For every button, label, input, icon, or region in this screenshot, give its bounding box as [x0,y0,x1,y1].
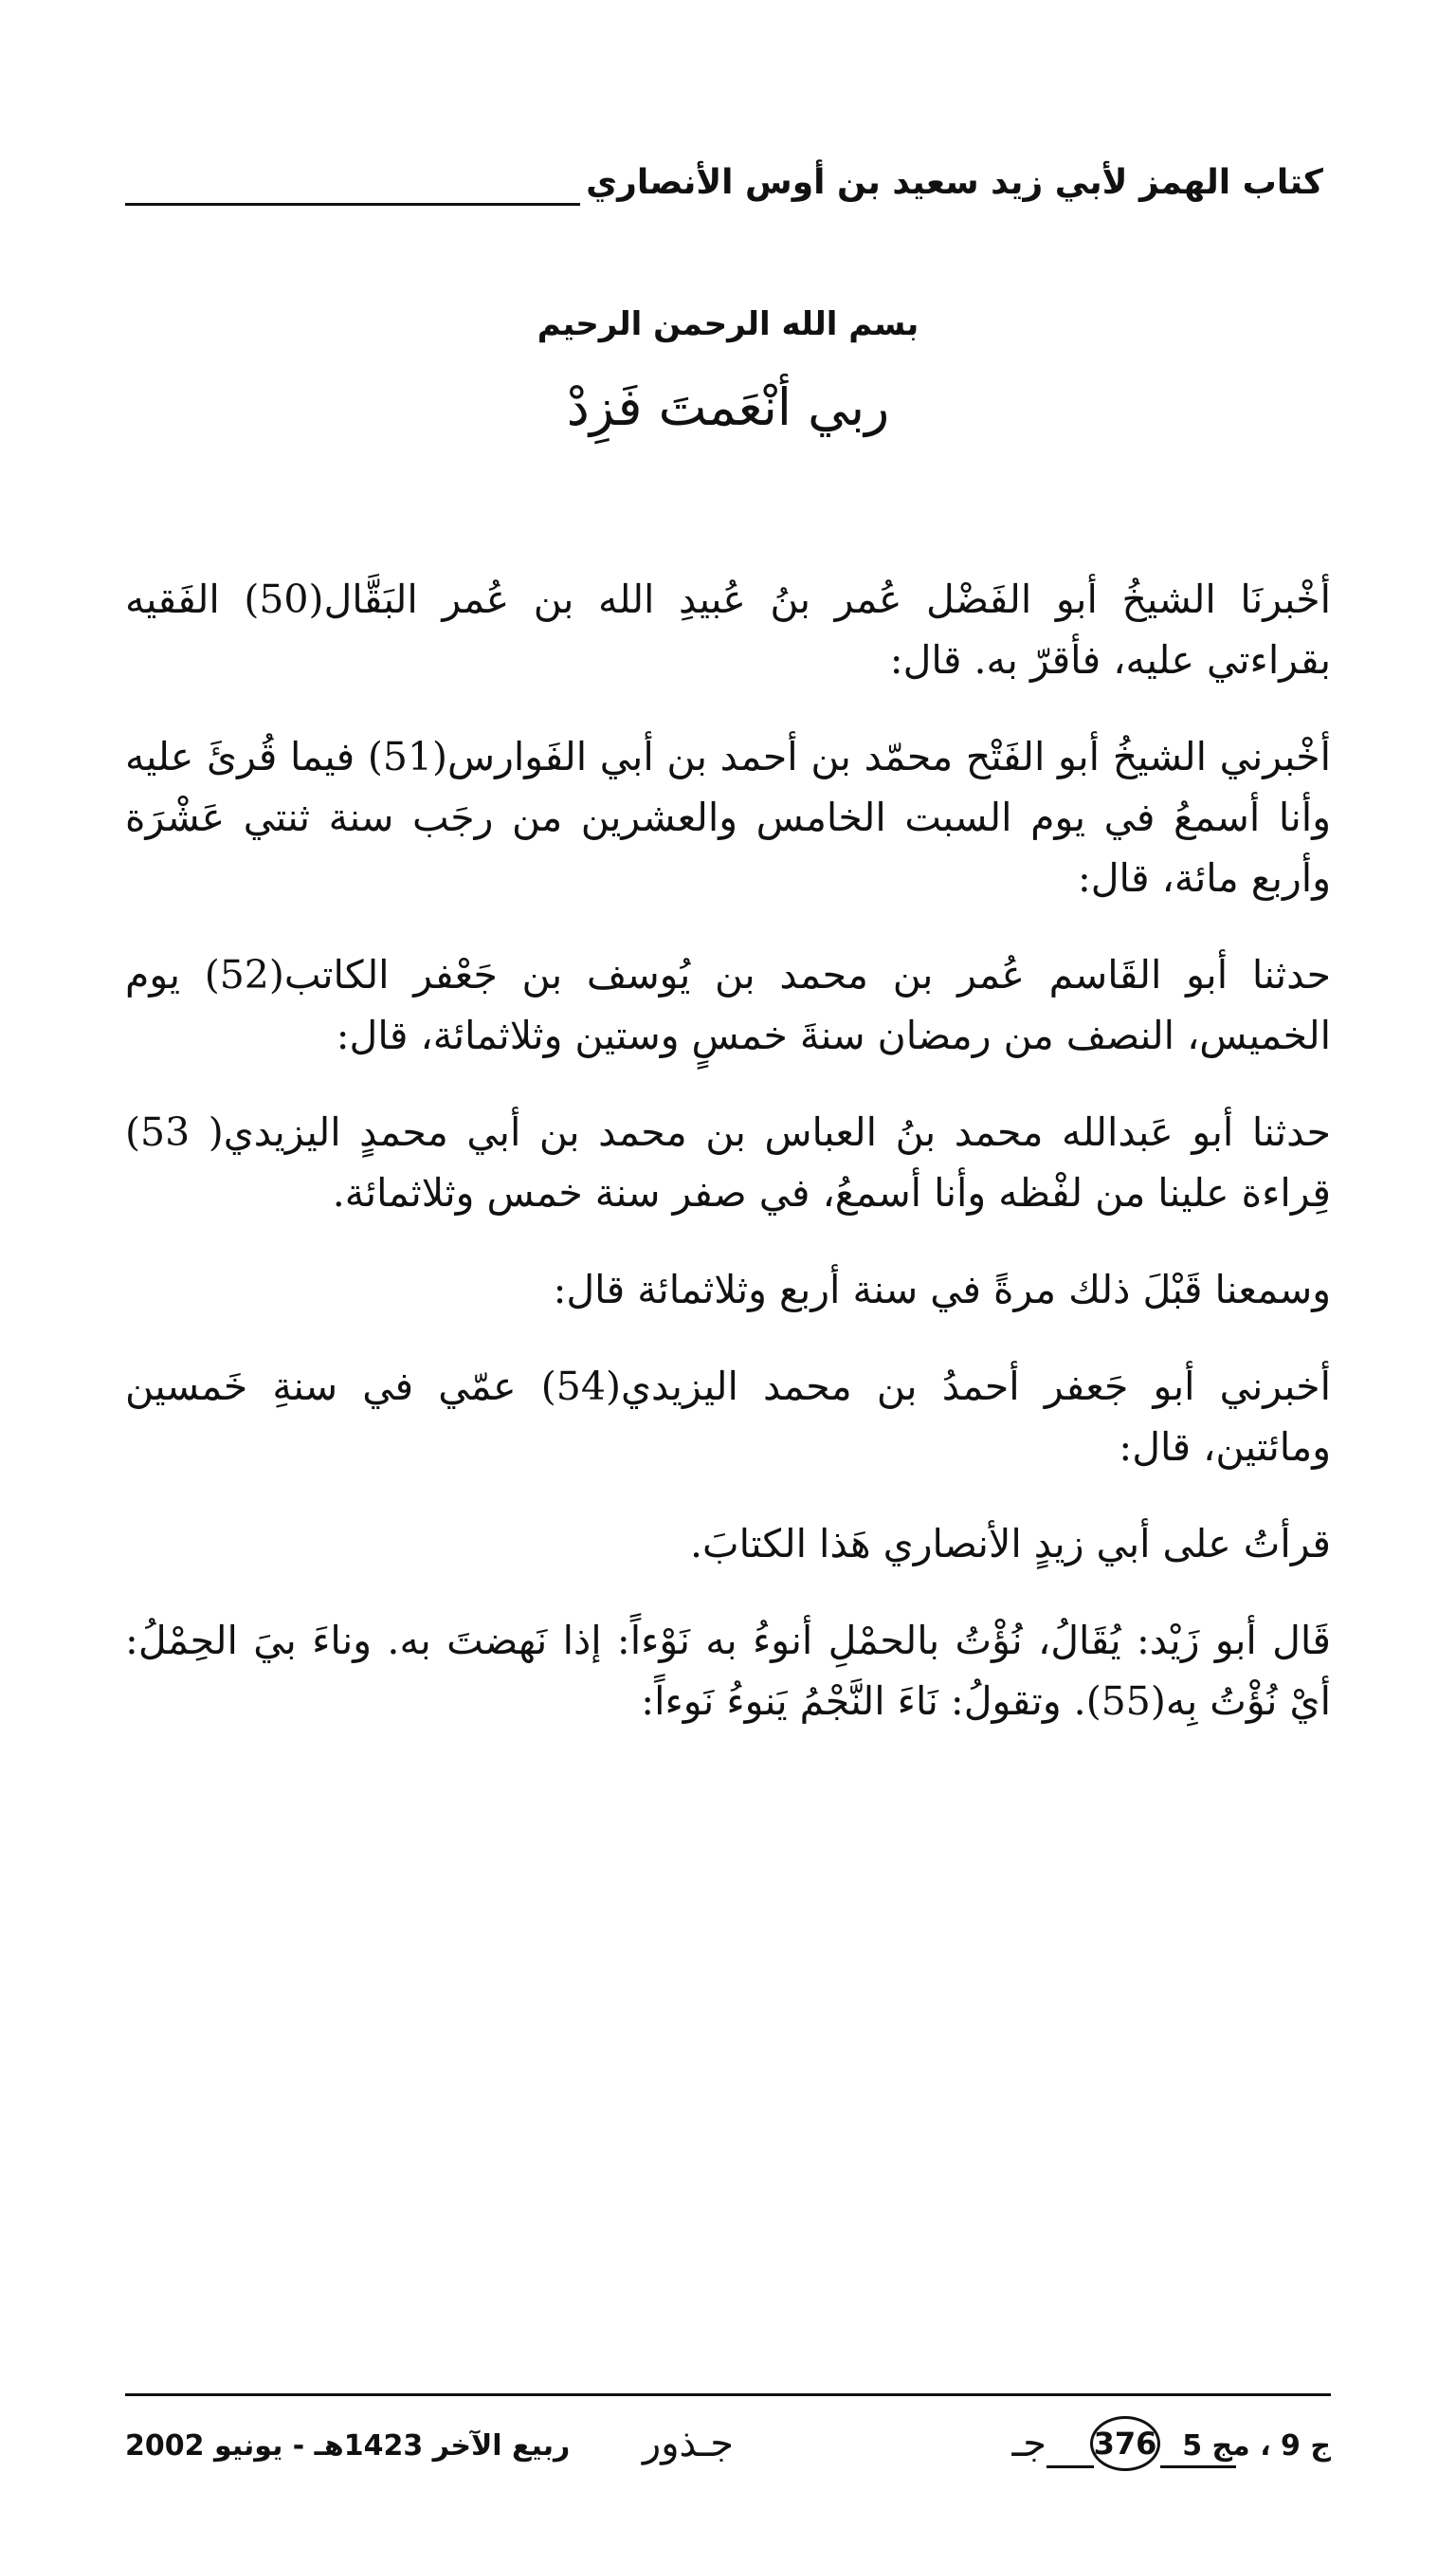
footer-decor-line [1046,2465,1094,2468]
page-footer [125,2416,1331,2482]
journal-mark: جـ [1011,2422,1046,2465]
journal-name: جـذور [642,2422,734,2465]
dua-line: ربي أنْعَمتَ فَزِدْ [566,377,890,437]
basmala: بسم الله الرحمن الرحيم [537,305,919,343]
footer-decor-line [1160,2465,1236,2468]
issue-date: ربيع الآخر 1423هـ - يونيو 2002 [125,2429,571,2463]
paragraph: وسمعنا قَبْلَ ذلك مرةً في سنة أربع وثلاثمائة قال: [553,1267,1331,1312]
issue-volume: ج 9 ، مج 5 [1182,2429,1331,2463]
footer-rule [125,2393,1331,2396]
paragraph: قَال أبو زَيْد: يُقَالُ، نُؤْتُ بالحمْلِ أنوءُ به نَوْءاً: إذا نَهضتَ به. وناءَ بيَ الحِمْلُ: أيْ نُؤْتُ بِه(55). وتقولُ: نَاءَ النَّجْمُ يَنوءُ نَوءاً: [125,1618,1331,1724]
paragraph: أخبرني أبو جَعفر أحمدُ بن محمد اليزيدي(54) عمّي في سنةِ خَمسين ومائتين، قال: [125,1364,1331,1470]
paragraph: حدثنا أبو عَبدالله محمد بنُ العباس بن محمد بن أبي محمدٍ اليزيدي( 53) قِراءة علينا من لفْظه وأنا أسمعُ، في صفر سنة خمس وثلاثمائة. [125,1109,1331,1216]
page-number: 376 [1090,2416,1160,2471]
running-header-title: كتاب الهمز لأبي زيد سعيد بن أوس الأنصاري [586,163,1323,202]
paragraph: أخْبرني الشيخُ أبو الفَتْح محمّد بن أحمد بن أبي الفَوارس(51) فيما قُرئَ عليه وأنا أسمعُ في يوم السبت الخامس والعشرين من رجَب سنة ثنتي عَشْرَة وأربع مائة، قال: [125,734,1331,901]
paragraph: أخْبرنَا الشيخُ أبو الفَضْل عُمر بنُ عُبيدِ الله بن عُمر البَقَّال(50) الفَقيه بقراءتي عليه، فأقرّ به. قال: [125,577,1331,683]
paragraph: قرأتُ على أبي زيدٍ الأنصاري هَذا الكتابَ. [690,1521,1331,1566]
body-text [125,569,1331,1731]
header-rule [125,203,580,206]
paragraph: حدثنا أبو القَاسم عُمر بن محمد بن يُوسف بن جَعْفر الكاتب(52) يوم الخميس، النصف من رمضان سنةَ خمسٍ وستين وثلاثمائة، قال: [125,952,1331,1058]
